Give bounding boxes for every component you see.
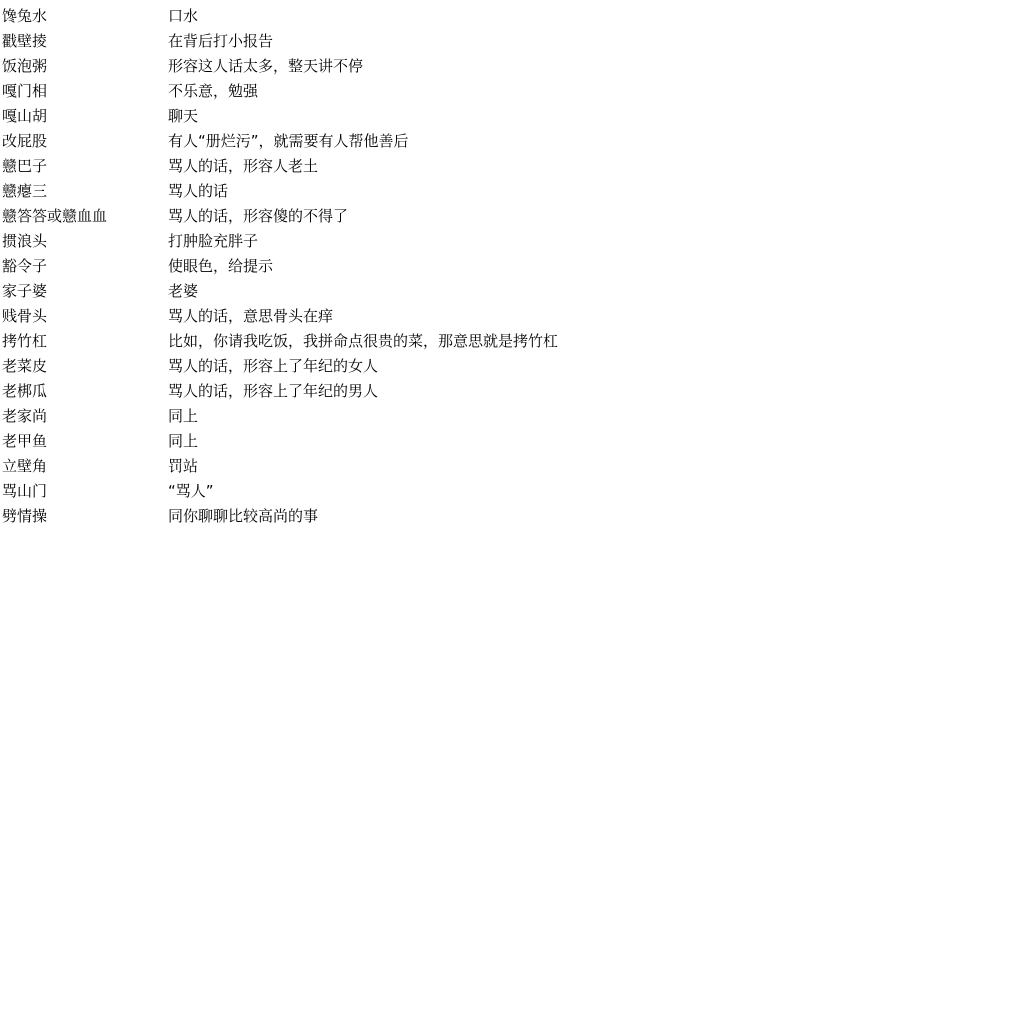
list-item: [0, 479, 1024, 504]
list-item: [0, 154, 1024, 179]
list-item: [0, 179, 1024, 204]
term: 贱骨头: [2, 307, 48, 325]
meaning: 同上: [168, 432, 199, 450]
meaning: 在背后打小报告: [168, 32, 274, 50]
meaning: 有人“册烂污”，就需要有人帮他善后: [168, 132, 409, 150]
meaning: 同上: [168, 407, 199, 425]
meaning: 骂人的话，意思骨头在痒: [168, 307, 334, 325]
term: 豁令子: [2, 257, 48, 275]
list-item: [0, 329, 1024, 354]
list-item: [0, 229, 1024, 254]
term: 家子婆: [2, 282, 48, 300]
meaning: “骂人”: [168, 482, 214, 500]
meaning: 不乐意，勉强: [168, 82, 259, 100]
meaning: 罚站: [168, 457, 199, 475]
term: 戆答答或戆血血: [2, 207, 108, 225]
glossary-list: [0, 4, 1024, 529]
term: 掼浪头: [2, 232, 48, 250]
meaning: 使眼色，给提示: [168, 257, 274, 275]
meaning: 骂人的话，形容人老土: [168, 157, 319, 175]
list-item: [0, 104, 1024, 129]
term: 戆瘪三: [2, 182, 48, 200]
list-item: [0, 404, 1024, 429]
list-item: [0, 354, 1024, 379]
meaning: 打肿脸充胖子: [168, 232, 259, 250]
meaning: 骂人的话，形容上了年纪的女人: [168, 357, 379, 375]
meaning: 老婆: [168, 282, 199, 300]
term: 老菜皮: [2, 357, 48, 375]
term: 老梆瓜: [2, 382, 48, 400]
term: 嘎山胡: [2, 107, 48, 125]
meaning: 骂人的话，形容傻的不得了: [168, 207, 349, 225]
term: 骂山门: [2, 482, 48, 500]
list-item: [0, 429, 1024, 454]
term: 劈情操: [2, 507, 48, 525]
list-item: [0, 254, 1024, 279]
list-item: [0, 454, 1024, 479]
term: 拷竹杠: [2, 332, 48, 350]
meaning: 口水: [168, 7, 199, 25]
meaning: 聊天: [168, 107, 199, 125]
meaning: 骂人的话，形容上了年纪的男人: [168, 382, 379, 400]
list-item: [0, 54, 1024, 79]
term: 老甲鱼: [2, 432, 48, 450]
term: 饭泡粥: [2, 57, 48, 75]
term: 老家尚: [2, 407, 48, 425]
term: 戳壁掕: [2, 32, 48, 50]
term: 馋兔水: [2, 7, 48, 25]
list-item: [0, 379, 1024, 404]
meaning: 同你聊聊比较高尚的事: [168, 507, 319, 525]
term: 嘎门相: [2, 82, 48, 100]
list-item: [0, 304, 1024, 329]
list-item: [0, 4, 1024, 29]
list-item: [0, 204, 1024, 229]
list-item: [0, 79, 1024, 104]
meaning: 形容这人话太多，整天讲不停: [168, 57, 364, 75]
list-item: [0, 279, 1024, 304]
meaning: 骂人的话: [168, 182, 229, 200]
term: 立壁角: [2, 457, 48, 475]
term: 改屁股: [2, 132, 48, 150]
list-item: [0, 129, 1024, 154]
list-item: [0, 504, 1024, 529]
list-item: [0, 29, 1024, 54]
term: 戆巴子: [2, 157, 48, 175]
meaning: 比如，你请我吃饭，我拼命点很贵的菜，那意思就是拷竹杠: [168, 332, 559, 350]
